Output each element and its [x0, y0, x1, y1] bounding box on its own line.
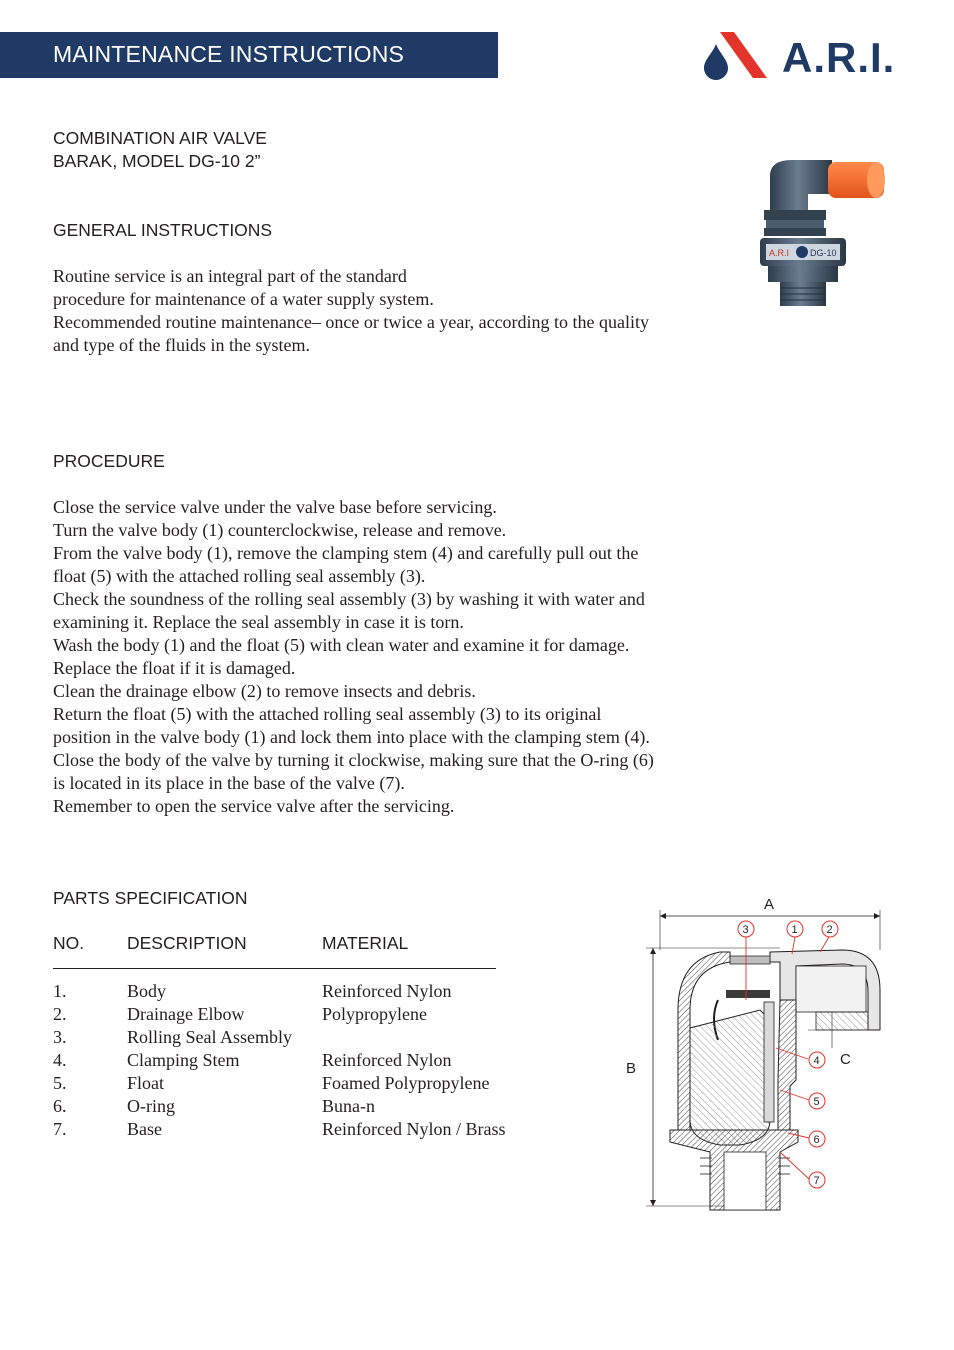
callout-7 [809, 1172, 825, 1188]
procedure-line: Return the float (5) with the attached rolling seal assembly (3) to its original [53, 704, 602, 724]
procedure-line: Close the service valve under the valve base before servicing. [53, 497, 497, 517]
part-number: 4. [53, 1050, 67, 1070]
dimension-b-label: B [626, 1060, 637, 1077]
procedure-line: float (5) with the attached rolling seal assembly (3). [53, 566, 426, 586]
column-header-description: DESCRIPTION [127, 933, 247, 953]
table-divider [53, 968, 496, 969]
part-number: 1. [53, 981, 67, 1001]
dimension-a-label: A [764, 896, 775, 913]
parts-table-body [53, 981, 523, 1142]
callout-number: 6 [813, 1134, 820, 1146]
general-line: Routine service is an integral part of the standard [53, 266, 407, 286]
ari-logo [700, 30, 930, 82]
part-number: 6. [53, 1096, 67, 1116]
part-material: Reinforced Nylon [322, 981, 452, 1001]
part-number: 3. [53, 1027, 67, 1047]
table-row [53, 1096, 523, 1119]
procedure-line: examining it. Replace the seal assembly in case it is torn. [53, 612, 464, 632]
product-name-line1: COMBINATION AIR VALVE [53, 128, 267, 148]
procedure-line: Remember to open the service valve after the servicing. [53, 796, 455, 816]
part-number: 5. [53, 1073, 67, 1093]
callout-6 [809, 1131, 825, 1147]
callout-5 [809, 1093, 825, 1109]
procedure-line: Turn the valve body (1) counterclockwise, release and remove. [53, 520, 507, 540]
callout-number: 1 [791, 924, 798, 936]
procedure-line: Close the body of the valve by turning it clockwise, making sure that the O-ring (6) [53, 750, 654, 770]
logo-wordmark: A.R.I. [782, 34, 896, 81]
callout-number: 5 [813, 1096, 820, 1108]
product-photo [752, 154, 892, 314]
callout-number: 7 [813, 1175, 820, 1187]
part-description: Clamping Stem [127, 1050, 240, 1070]
product-name-line2: BARAK, MODEL DG-10 2” [53, 151, 261, 171]
photo-brand-label: A.R.I [769, 248, 790, 258]
procedure-line: is located in its place in the base of the valve (7). [53, 773, 405, 793]
table-row [53, 1004, 523, 1027]
part-description: Float [127, 1073, 165, 1093]
callout-2 [822, 921, 838, 937]
general-line: procedure for maintenance of a water supply system. [53, 289, 434, 309]
callout-number: 2 [826, 924, 833, 936]
general-instructions-heading: GENERAL INSTRUCTIONS [53, 220, 273, 240]
part-description: Base [127, 1119, 162, 1139]
procedure-text [53, 496, 713, 818]
parts-specification-heading: PARTS SPECIFICATION [53, 888, 248, 908]
table-row [53, 1119, 523, 1142]
table-row [53, 981, 523, 1004]
callout-number: 4 [813, 1055, 820, 1067]
valve-cross-section-diagram [620, 890, 890, 1215]
parts-table-header [53, 933, 523, 957]
general-line: Recommended routine maintenance– once or twice a year, according to the quality [53, 312, 650, 332]
part-description: O-ring [127, 1096, 175, 1116]
part-description: Body [127, 981, 167, 1001]
part-material: Reinforced Nylon [322, 1050, 452, 1070]
callout-4 [809, 1052, 825, 1068]
procedure-line: From the valve body (1), remove the clamping stem (4) and carefully pull out the [53, 543, 639, 563]
table-row [53, 1050, 523, 1073]
column-header-material: MATERIAL [322, 933, 409, 953]
part-description: Rolling Seal Assembly [127, 1027, 293, 1047]
callout-1 [787, 921, 803, 937]
general-instructions-text [53, 265, 713, 357]
callout-3 [738, 921, 754, 937]
callout-number: 3 [742, 924, 749, 936]
part-material: Reinforced Nylon / Brass [322, 1119, 506, 1139]
parts-table [53, 933, 523, 1139]
procedure-line: Replace the float if it is damaged. [53, 658, 296, 678]
part-material: Polypropylene [322, 1004, 427, 1024]
table-row [53, 1073, 523, 1096]
table-row [53, 1027, 523, 1050]
part-number: 2. [53, 1004, 67, 1024]
page-title: MAINTENANCE INSTRUCTIONS [53, 41, 405, 67]
header-banner [0, 32, 498, 78]
procedure-heading: PROCEDURE [53, 451, 165, 471]
procedure-line: position in the valve body (1) and lock them into place with the clamping stem (4). [53, 727, 650, 747]
column-header-no: NO. [53, 933, 85, 953]
part-material: Buna-n [322, 1096, 375, 1116]
part-material: Foamed Polypropylene [322, 1073, 490, 1093]
general-line: and type of the fluids in the system. [53, 335, 310, 355]
part-description: Drainage Elbow [127, 1004, 245, 1024]
dimension-c-label: C [840, 1051, 851, 1068]
procedure-line: Check the soundness of the rolling seal assembly (3) by washing it with water and [53, 589, 645, 609]
procedure-line: Clean the drainage elbow (2) to remove insects and debris. [53, 681, 476, 701]
photo-model-label: DG-10 [810, 248, 837, 258]
ari-logo-mark-icon [700, 30, 782, 82]
part-number: 7. [53, 1119, 67, 1139]
procedure-line: Wash the body (1) and the float (5) with clean water and examine it for damage. [53, 635, 630, 655]
